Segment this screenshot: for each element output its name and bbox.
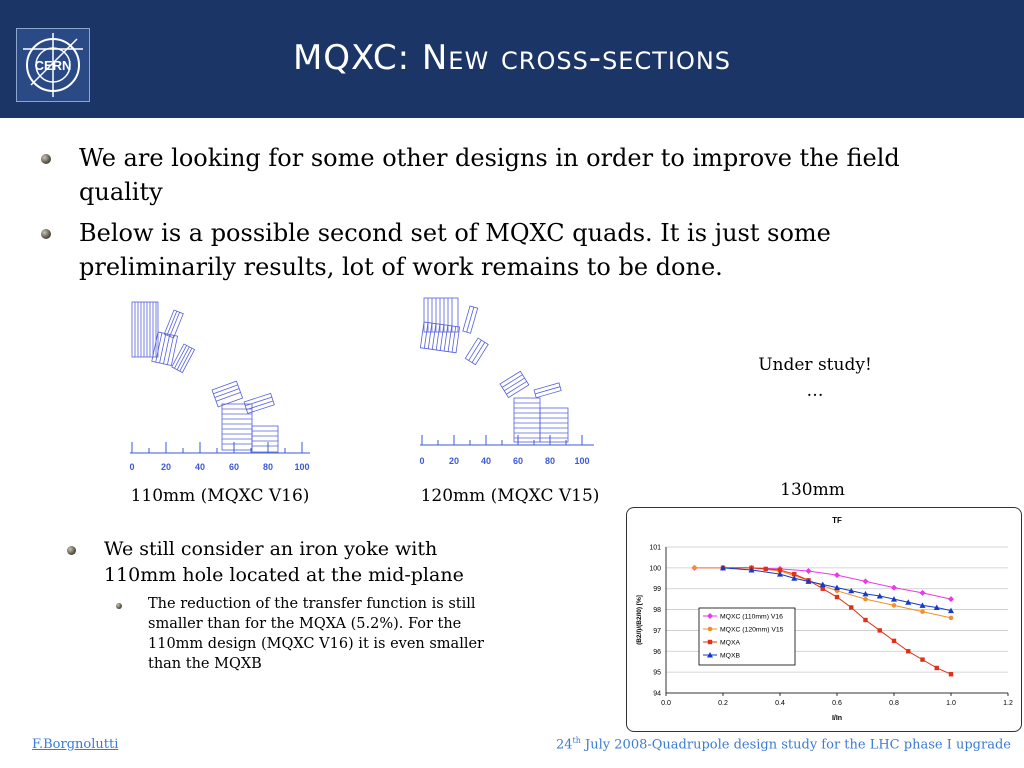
caption-120mm: 120mm (MQXC V15) bbox=[420, 486, 600, 506]
svg-text:40: 40 bbox=[480, 456, 492, 466]
y-tick-label: 97 bbox=[653, 627, 661, 635]
legend-label: MQXB bbox=[720, 652, 741, 660]
svg-text:60: 60 bbox=[512, 456, 524, 466]
svg-text:100: 100 bbox=[574, 456, 590, 466]
series-2-point bbox=[863, 618, 867, 622]
svg-text:80: 80 bbox=[262, 462, 274, 472]
svg-text:100: 100 bbox=[294, 462, 310, 472]
x-tick-label: 0.0 bbox=[661, 700, 671, 707]
series-2-point bbox=[821, 587, 825, 591]
y-tick-label: 101 bbox=[649, 544, 661, 552]
y-tick-label: 94 bbox=[653, 690, 661, 698]
bullet-text-4: The reduction of the transfer function is still smaller than for the MQXA (5.2%). For the 110mm design (MQXC V16) it is even smaller than the MQXB bbox=[148, 596, 484, 672]
caption-110mm: 110mm (MQXC V16) bbox=[130, 486, 310, 506]
cross-section-120mm bbox=[412, 292, 607, 468]
series-0-point bbox=[834, 572, 840, 578]
bullet-icon bbox=[41, 154, 51, 164]
author-link[interactable]: F.Borgnolutti bbox=[32, 737, 119, 752]
series-1-point bbox=[949, 616, 954, 621]
legend-swatch-marker bbox=[708, 627, 713, 632]
y-tick-label: 95 bbox=[653, 669, 661, 677]
series-2-point bbox=[892, 639, 896, 643]
footer-rest: July 2008-Quadrupole design study for the LHC phase I upgrade bbox=[580, 737, 1011, 753]
y-tick-label: 99 bbox=[653, 586, 661, 594]
legend-swatch-marker bbox=[708, 640, 712, 644]
legend-label: MQXC (110mm) V16 bbox=[720, 613, 783, 621]
series-1-point bbox=[863, 597, 868, 602]
bullet-text-3: We still consider an iron yoke with 110mm hole located at the mid-plane bbox=[104, 538, 464, 586]
svg-text:CERN: CERN bbox=[34, 58, 72, 73]
tf-chart bbox=[627, 508, 1021, 731]
x-tick-label: 1.2 bbox=[1003, 700, 1013, 707]
svg-text:80: 80 bbox=[544, 456, 556, 466]
series-0-point bbox=[948, 596, 954, 602]
y-tick-label: 98 bbox=[653, 607, 661, 615]
footer-day-suffix: th bbox=[572, 736, 581, 745]
series-0-point bbox=[920, 590, 926, 596]
legend-label: MQXA bbox=[720, 639, 741, 647]
footer-day: 24 bbox=[556, 737, 573, 753]
chart-title: TF bbox=[832, 516, 842, 525]
series-0-point bbox=[891, 585, 897, 591]
y-axis-label: (B2/I)/(B2/I0) [%] bbox=[636, 595, 643, 645]
x-tick-label: 0.2 bbox=[718, 700, 728, 707]
series-2-point bbox=[906, 649, 910, 653]
x-axis-label: I/In bbox=[831, 715, 843, 722]
under-study-note bbox=[740, 352, 890, 404]
svg-text:20: 20 bbox=[160, 462, 172, 472]
series-2-point bbox=[764, 567, 768, 571]
series-0-point bbox=[863, 578, 869, 584]
bullet-icon bbox=[41, 229, 51, 239]
sub-bullet-icon bbox=[116, 603, 122, 609]
x-tick-label: 0.4 bbox=[775, 700, 785, 707]
ellipsis-text: … bbox=[806, 381, 824, 401]
y-tick-label: 100 bbox=[649, 565, 661, 573]
series-2-point bbox=[835, 595, 839, 599]
series-0-point bbox=[806, 568, 812, 574]
series-1-point bbox=[892, 603, 897, 608]
page-title: MQXC: New cross-sections bbox=[292, 38, 732, 78]
series-2-point bbox=[878, 628, 882, 632]
header-bar bbox=[0, 0, 1024, 118]
y-tick-label: 96 bbox=[653, 648, 661, 656]
footer-date bbox=[556, 736, 1011, 752]
legend-label: MQXC (120mm) V15 bbox=[720, 626, 784, 634]
cross-section-110mm bbox=[118, 296, 323, 476]
series-1-point bbox=[692, 566, 697, 571]
series-2-point bbox=[949, 672, 953, 676]
caption-130mm: 130mm bbox=[780, 480, 845, 500]
tf-chart-frame bbox=[626, 507, 1022, 732]
svg-text:40: 40 bbox=[194, 462, 206, 472]
bullet-text-2: Below is a possible second set of MQXC quads. It is just some preliminarily results, lot of work remains to be done. bbox=[79, 219, 831, 281]
bullet-text-1: We are looking for some other designs in order to improve the field quality bbox=[79, 144, 900, 206]
under-study-text: Under study! bbox=[758, 355, 872, 375]
series-2-point bbox=[920, 657, 924, 661]
series-1-point bbox=[920, 609, 925, 614]
x-tick-label: 0.8 bbox=[889, 700, 899, 707]
svg-text:0: 0 bbox=[419, 456, 425, 466]
svg-text:0: 0 bbox=[129, 462, 135, 472]
series-2-point bbox=[849, 605, 853, 609]
x-tick-label: 0.6 bbox=[832, 700, 842, 707]
x-tick-label: 1.0 bbox=[946, 700, 956, 707]
series-2-point bbox=[935, 666, 939, 670]
bullet-icon bbox=[67, 546, 76, 555]
svg-text:60: 60 bbox=[228, 462, 240, 472]
svg-text:20: 20 bbox=[448, 456, 460, 466]
